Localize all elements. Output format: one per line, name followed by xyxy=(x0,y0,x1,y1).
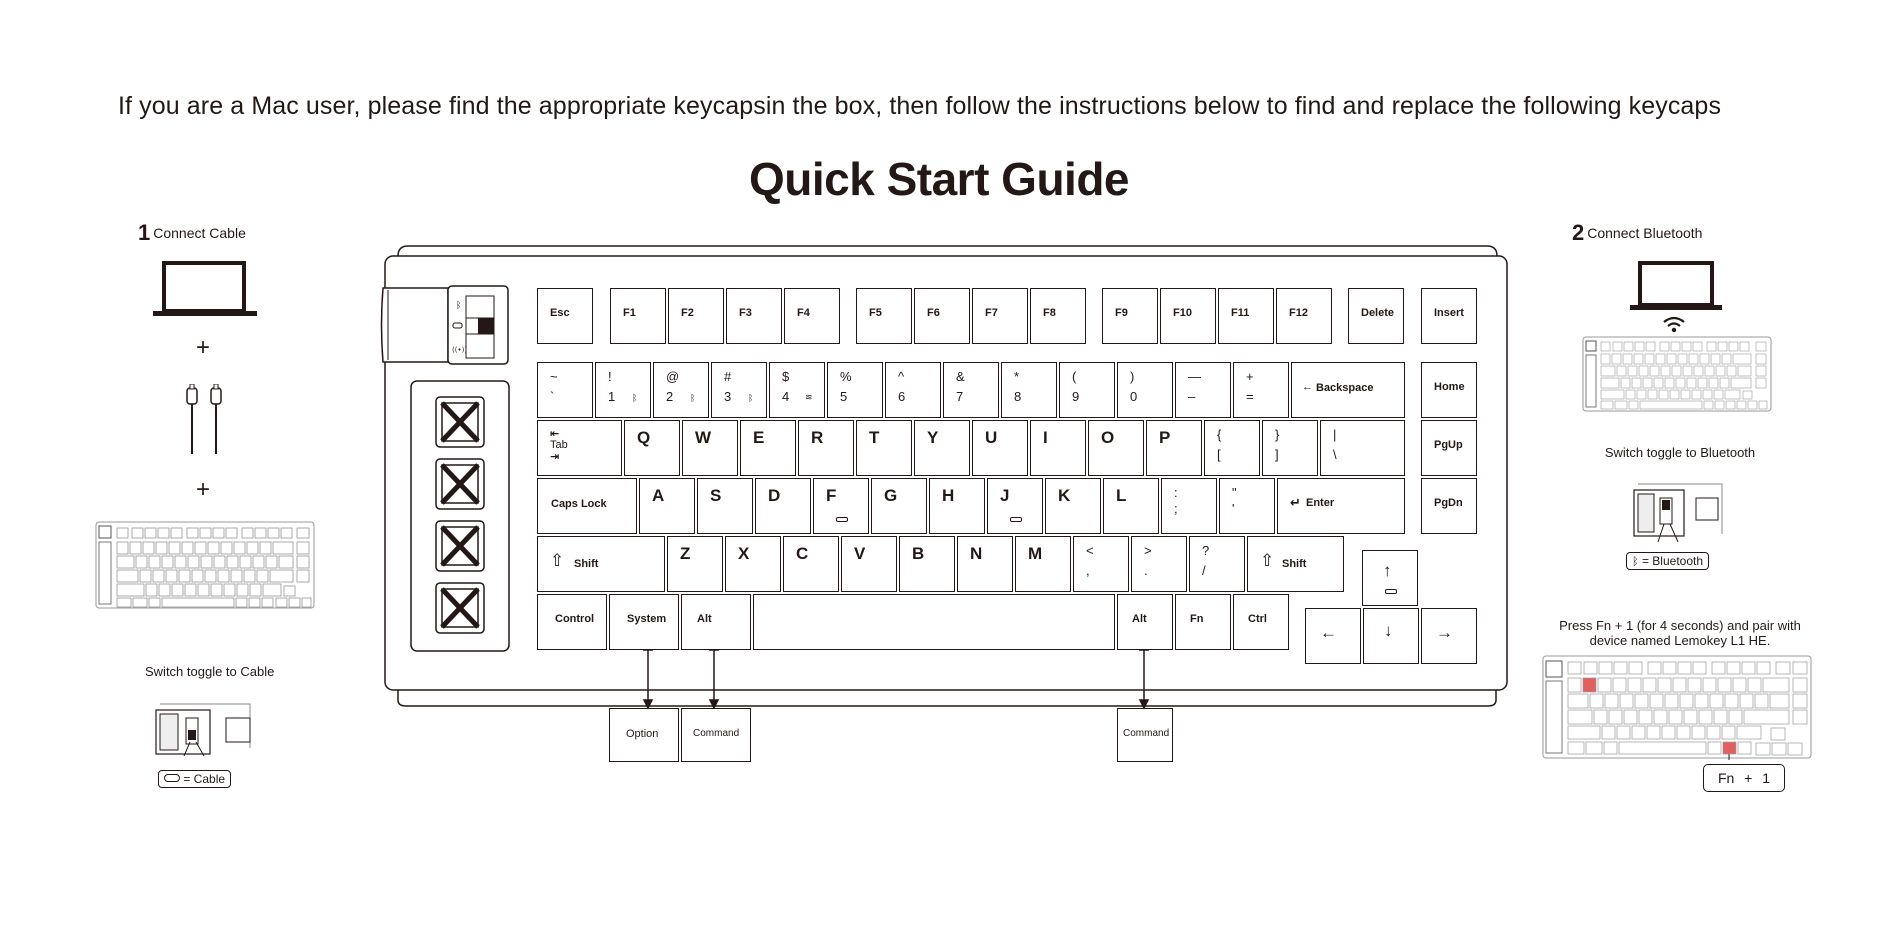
key-delete[interactable] xyxy=(1348,288,1404,344)
bluetooth-legend-text: = Bluetooth xyxy=(1641,554,1704,568)
key-f6[interactable] xyxy=(914,288,970,344)
key-label: ← xyxy=(1320,623,1337,642)
key-label: → xyxy=(1436,623,1453,642)
key-label: 8 xyxy=(1014,389,1022,404)
key-f5[interactable] xyxy=(856,288,912,344)
key-v[interactable] xyxy=(841,536,897,592)
key-label: F7 xyxy=(985,307,998,319)
key-label: ' xyxy=(1232,501,1235,516)
key-shift-label: & xyxy=(956,369,965,384)
key-r[interactable] xyxy=(798,420,854,476)
key-esc[interactable] xyxy=(537,288,593,344)
plus-sign: + xyxy=(196,476,211,503)
key-label: Shift xyxy=(574,558,599,570)
key-enter[interactable] xyxy=(1277,478,1405,534)
key-8[interactable] xyxy=(1001,362,1057,418)
tab-arrow-icon: ⇥ xyxy=(550,451,560,463)
key-label: 0 xyxy=(1130,389,1138,404)
key-tab[interactable] xyxy=(537,420,622,476)
key-label: F5 xyxy=(869,307,882,319)
key-5[interactable] xyxy=(827,362,883,418)
step-2-toggle-caption: Switch toggle to Bluetooth xyxy=(1604,445,1756,460)
key-9[interactable] xyxy=(1059,362,1115,418)
key-p[interactable] xyxy=(1146,420,1202,476)
key-label: B xyxy=(912,544,925,563)
key-f12[interactable] xyxy=(1276,288,1332,344)
key-period[interactable] xyxy=(1131,536,1187,592)
key-label: Option xyxy=(626,728,659,740)
key-label: V xyxy=(854,544,866,563)
key-label: 7 xyxy=(956,389,964,404)
key-label: Alt xyxy=(697,613,712,625)
key-f3[interactable] xyxy=(726,288,782,344)
key-fn[interactable] xyxy=(1175,594,1231,650)
key-label: Insert xyxy=(1434,307,1464,319)
key-shift-label: % xyxy=(840,369,852,384)
key-label: 4 xyxy=(782,389,790,404)
key-system[interactable] xyxy=(609,594,679,650)
key-label: I xyxy=(1043,428,1048,447)
bluetooth-icon: ᛒ xyxy=(690,393,696,403)
shift-arrow-icon: ⇧ xyxy=(1260,551,1275,570)
key-shift-label: { xyxy=(1217,427,1222,442)
key-shift-label: ) xyxy=(1130,369,1135,384)
key-label: T xyxy=(869,428,880,447)
key-label: 5 xyxy=(840,389,848,404)
key-label: W xyxy=(695,428,712,447)
key-shift-label: — xyxy=(1188,369,1201,384)
key-f9[interactable] xyxy=(1102,288,1158,344)
key-label: 9 xyxy=(1072,389,1080,404)
key-shift-label: # xyxy=(724,369,732,384)
key-caps-lock[interactable] xyxy=(537,478,637,534)
key-label: F12 xyxy=(1289,307,1308,319)
key-0[interactable] xyxy=(1117,362,1173,418)
key-4[interactable] xyxy=(769,362,825,418)
key-label: N xyxy=(970,544,983,563)
key-f1[interactable] xyxy=(610,288,666,344)
key-u[interactable] xyxy=(972,420,1028,476)
replacement-key-command-right[interactable] xyxy=(1117,708,1173,762)
key-3[interactable] xyxy=(711,362,767,418)
key-up[interactable] xyxy=(1362,550,1418,606)
key-g[interactable] xyxy=(871,478,927,534)
key-label: . xyxy=(1144,563,1148,578)
key-2[interactable] xyxy=(653,362,709,418)
key-e[interactable] xyxy=(740,420,796,476)
key-f10[interactable] xyxy=(1160,288,1216,344)
key-label: Alt xyxy=(1132,613,1147,625)
key-label: ↑ xyxy=(1383,561,1392,580)
key-b[interactable] xyxy=(899,536,955,592)
key-label: F6 xyxy=(927,307,940,319)
pairing-line-1: Press Fn + 1 (for 4 seconds) and pair with xyxy=(1559,618,1801,633)
key-label: G xyxy=(884,486,898,505)
key-right-shift[interactable] xyxy=(1247,536,1344,592)
key-semicolon[interactable] xyxy=(1161,478,1217,534)
svg-text:ᛒ: ᛒ xyxy=(456,301,462,311)
svg-text:((•)): ((•)) xyxy=(452,346,468,354)
key-shift-label: } xyxy=(1275,427,1280,442)
key-spacebar[interactable] xyxy=(753,594,1115,650)
key-shift-label: < xyxy=(1086,543,1094,558)
key-quote[interactable] xyxy=(1219,478,1275,534)
plus-sign: + xyxy=(196,334,211,361)
key-label: X xyxy=(738,544,750,563)
key-label: F4 xyxy=(797,307,810,319)
key-ctrl[interactable] xyxy=(1233,594,1289,650)
key-label: ] xyxy=(1275,447,1279,462)
key-f8[interactable] xyxy=(1030,288,1086,344)
key-label: Delete xyxy=(1361,307,1395,319)
home-row-bump xyxy=(1010,517,1022,522)
key-label: Backspace xyxy=(1316,382,1374,394)
key-f7[interactable] xyxy=(972,288,1028,344)
key-y[interactable] xyxy=(914,420,970,476)
tab-arrow-icon: ⇤ xyxy=(550,428,560,440)
key-a[interactable] xyxy=(639,478,695,534)
key-label: / xyxy=(1202,563,1206,578)
key-backslash[interactable] xyxy=(1320,420,1405,476)
key-backspace[interactable] xyxy=(1291,362,1405,418)
key-label: Tab xyxy=(550,439,568,451)
step-1-toggle-caption: Switch toggle to Cable xyxy=(145,664,275,679)
key-x[interactable] xyxy=(725,536,781,592)
key-w[interactable] xyxy=(682,420,738,476)
intro-text: If you are a Mac user, please find the appropriate keycapsin the box, then follow the instructions below to find and replace the following keycaps xyxy=(118,92,1722,120)
key-label: K xyxy=(1058,486,1071,505)
key-z[interactable] xyxy=(667,536,723,592)
wireless-icon: ≋ xyxy=(805,392,813,402)
key-label: M xyxy=(1028,544,1043,563)
key-label: 2 xyxy=(666,389,674,404)
key-label: Caps Lock xyxy=(551,498,607,510)
key-t[interactable] xyxy=(856,420,912,476)
key-label: O xyxy=(1101,428,1115,447)
step-2-number: 2 xyxy=(1572,220,1585,245)
key-shift-label: ? xyxy=(1202,543,1210,558)
key-j[interactable] xyxy=(987,478,1043,534)
key-m[interactable] xyxy=(1015,536,1071,592)
key-label: Control xyxy=(555,613,595,625)
key-shift-label: | xyxy=(1333,427,1337,442)
key-right[interactable] xyxy=(1421,608,1477,664)
key-backtick[interactable] xyxy=(537,362,593,418)
key-6[interactable] xyxy=(885,362,941,418)
key-label: F9 xyxy=(1115,307,1128,319)
key-label: C xyxy=(796,544,809,563)
key-shift-label: $ xyxy=(782,369,790,384)
key-label: \ xyxy=(1333,447,1337,462)
key-left-bracket[interactable] xyxy=(1204,420,1260,476)
key-slash[interactable] xyxy=(1189,536,1245,592)
key-f4[interactable] xyxy=(784,288,840,344)
key-7[interactable] xyxy=(943,362,999,418)
key-label: Ctrl xyxy=(1248,613,1267,625)
key-label: F10 xyxy=(1173,307,1192,319)
key-shift-label: " xyxy=(1232,485,1237,500)
enter-arrow-icon: ↵ xyxy=(1290,495,1301,510)
key-label: F3 xyxy=(739,307,752,319)
combo-1: 1 xyxy=(1762,770,1771,786)
key-shift-label: + xyxy=(1246,369,1254,384)
key-right-alt[interactable] xyxy=(1117,594,1173,650)
key-bump xyxy=(1385,589,1397,594)
key-left-alt[interactable] xyxy=(681,594,751,650)
key-label: A xyxy=(652,486,665,505)
key-s[interactable] xyxy=(697,478,753,534)
step-1-number: 1 xyxy=(138,220,151,245)
page-title: Quick Start Guide xyxy=(748,153,1130,205)
key-pgdn[interactable] xyxy=(1421,478,1477,534)
key-o[interactable] xyxy=(1088,420,1144,476)
key-label: ; xyxy=(1174,501,1178,516)
key-label: PgUp xyxy=(1434,439,1463,451)
key-label: , xyxy=(1086,563,1090,578)
backspace-arrow-icon: ← xyxy=(1302,381,1313,393)
replacement-key-command-left[interactable] xyxy=(681,708,751,762)
key-label: Command xyxy=(693,728,740,739)
key-label: F8 xyxy=(1043,307,1056,319)
key-f[interactable] xyxy=(813,478,869,534)
key-label: P xyxy=(1159,428,1171,447)
replacement-key-option[interactable] xyxy=(609,708,679,762)
key-shift-label: @ xyxy=(666,369,680,384)
cable-legend-text: = Cable xyxy=(183,772,226,786)
key-label: Fn xyxy=(1190,613,1204,625)
key-label: Esc xyxy=(550,307,570,319)
key-f2[interactable] xyxy=(668,288,724,344)
key-label: – xyxy=(1188,389,1196,404)
step-1-label: Connect Cable xyxy=(153,225,246,241)
combo-plus: + xyxy=(1744,770,1753,786)
key-1[interactable] xyxy=(595,362,651,418)
key-right-bracket[interactable] xyxy=(1262,420,1318,476)
key-f11[interactable] xyxy=(1218,288,1274,344)
key-label: L xyxy=(1116,486,1127,505)
key-label: 3 xyxy=(724,389,732,404)
key-label: Command xyxy=(1123,728,1170,739)
key-shift-label: ! xyxy=(608,369,612,384)
combo-fn: Fn xyxy=(1717,770,1735,786)
key-label: F11 xyxy=(1231,307,1250,319)
key-shift-label: ^ xyxy=(898,369,905,384)
key-shift-label: * xyxy=(1014,369,1020,384)
key-label: H xyxy=(942,486,955,505)
key-label: = xyxy=(1246,389,1254,404)
pairing-line-2: device named Lemokey L1 HE. xyxy=(1589,633,1771,648)
key-equals[interactable] xyxy=(1233,362,1289,418)
home-row-bump xyxy=(836,517,848,522)
key-pgup[interactable] xyxy=(1421,420,1477,476)
key-label: [ xyxy=(1217,447,1221,462)
key-label: Q xyxy=(637,428,651,447)
key-label: 6 xyxy=(898,389,906,404)
key-n[interactable] xyxy=(957,536,1013,592)
key-comma[interactable] xyxy=(1073,536,1129,592)
key-down[interactable] xyxy=(1363,608,1419,664)
key-q[interactable] xyxy=(624,420,680,476)
key-shift-label: : xyxy=(1174,485,1178,500)
key-insert[interactable] xyxy=(1421,288,1477,344)
key-i[interactable] xyxy=(1030,420,1086,476)
key-label: Enter xyxy=(1306,497,1335,509)
key-home[interactable] xyxy=(1421,362,1477,418)
key-label: Y xyxy=(927,428,939,447)
bluetooth-icon: ᛒ xyxy=(632,393,638,403)
key-control[interactable] xyxy=(537,594,607,650)
key-d[interactable] xyxy=(755,478,811,534)
key-label: U xyxy=(985,428,998,447)
key-left-shift[interactable] xyxy=(537,536,665,592)
key-label: PgDn xyxy=(1434,497,1463,509)
key-k[interactable] xyxy=(1045,478,1101,534)
key-label: F xyxy=(826,486,837,505)
step-2-label: Connect Bluetooth xyxy=(1587,225,1703,241)
key-label: D xyxy=(768,486,781,505)
key-c[interactable] xyxy=(783,536,839,592)
key-label: F2 xyxy=(681,307,694,319)
key-label: R xyxy=(811,428,824,447)
key-label: Shift xyxy=(1282,558,1307,570)
key-l[interactable] xyxy=(1103,478,1159,534)
key-shift-label: ~ xyxy=(550,369,558,384)
key-shift-label: > xyxy=(1144,543,1152,558)
key-label: Home xyxy=(1434,381,1465,393)
key-label: ` xyxy=(550,389,555,404)
shift-arrow-icon: ⇧ xyxy=(550,551,565,570)
key-label: 1 xyxy=(608,389,616,404)
key-label: F1 xyxy=(623,307,636,319)
key-label: E xyxy=(753,428,765,447)
key-label: Z xyxy=(680,544,691,563)
key-minus[interactable] xyxy=(1175,362,1231,418)
bluetooth-icon: ᛒ xyxy=(1632,556,1639,568)
bluetooth-icon: ᛒ xyxy=(748,393,754,403)
key-label: ↓ xyxy=(1384,621,1393,640)
key-label: S xyxy=(710,486,722,505)
key-label: J xyxy=(1000,486,1010,505)
key-label: System xyxy=(627,613,667,625)
key-h[interactable] xyxy=(929,478,985,534)
key-shift-label: ( xyxy=(1072,369,1077,384)
key-left[interactable] xyxy=(1305,608,1361,664)
